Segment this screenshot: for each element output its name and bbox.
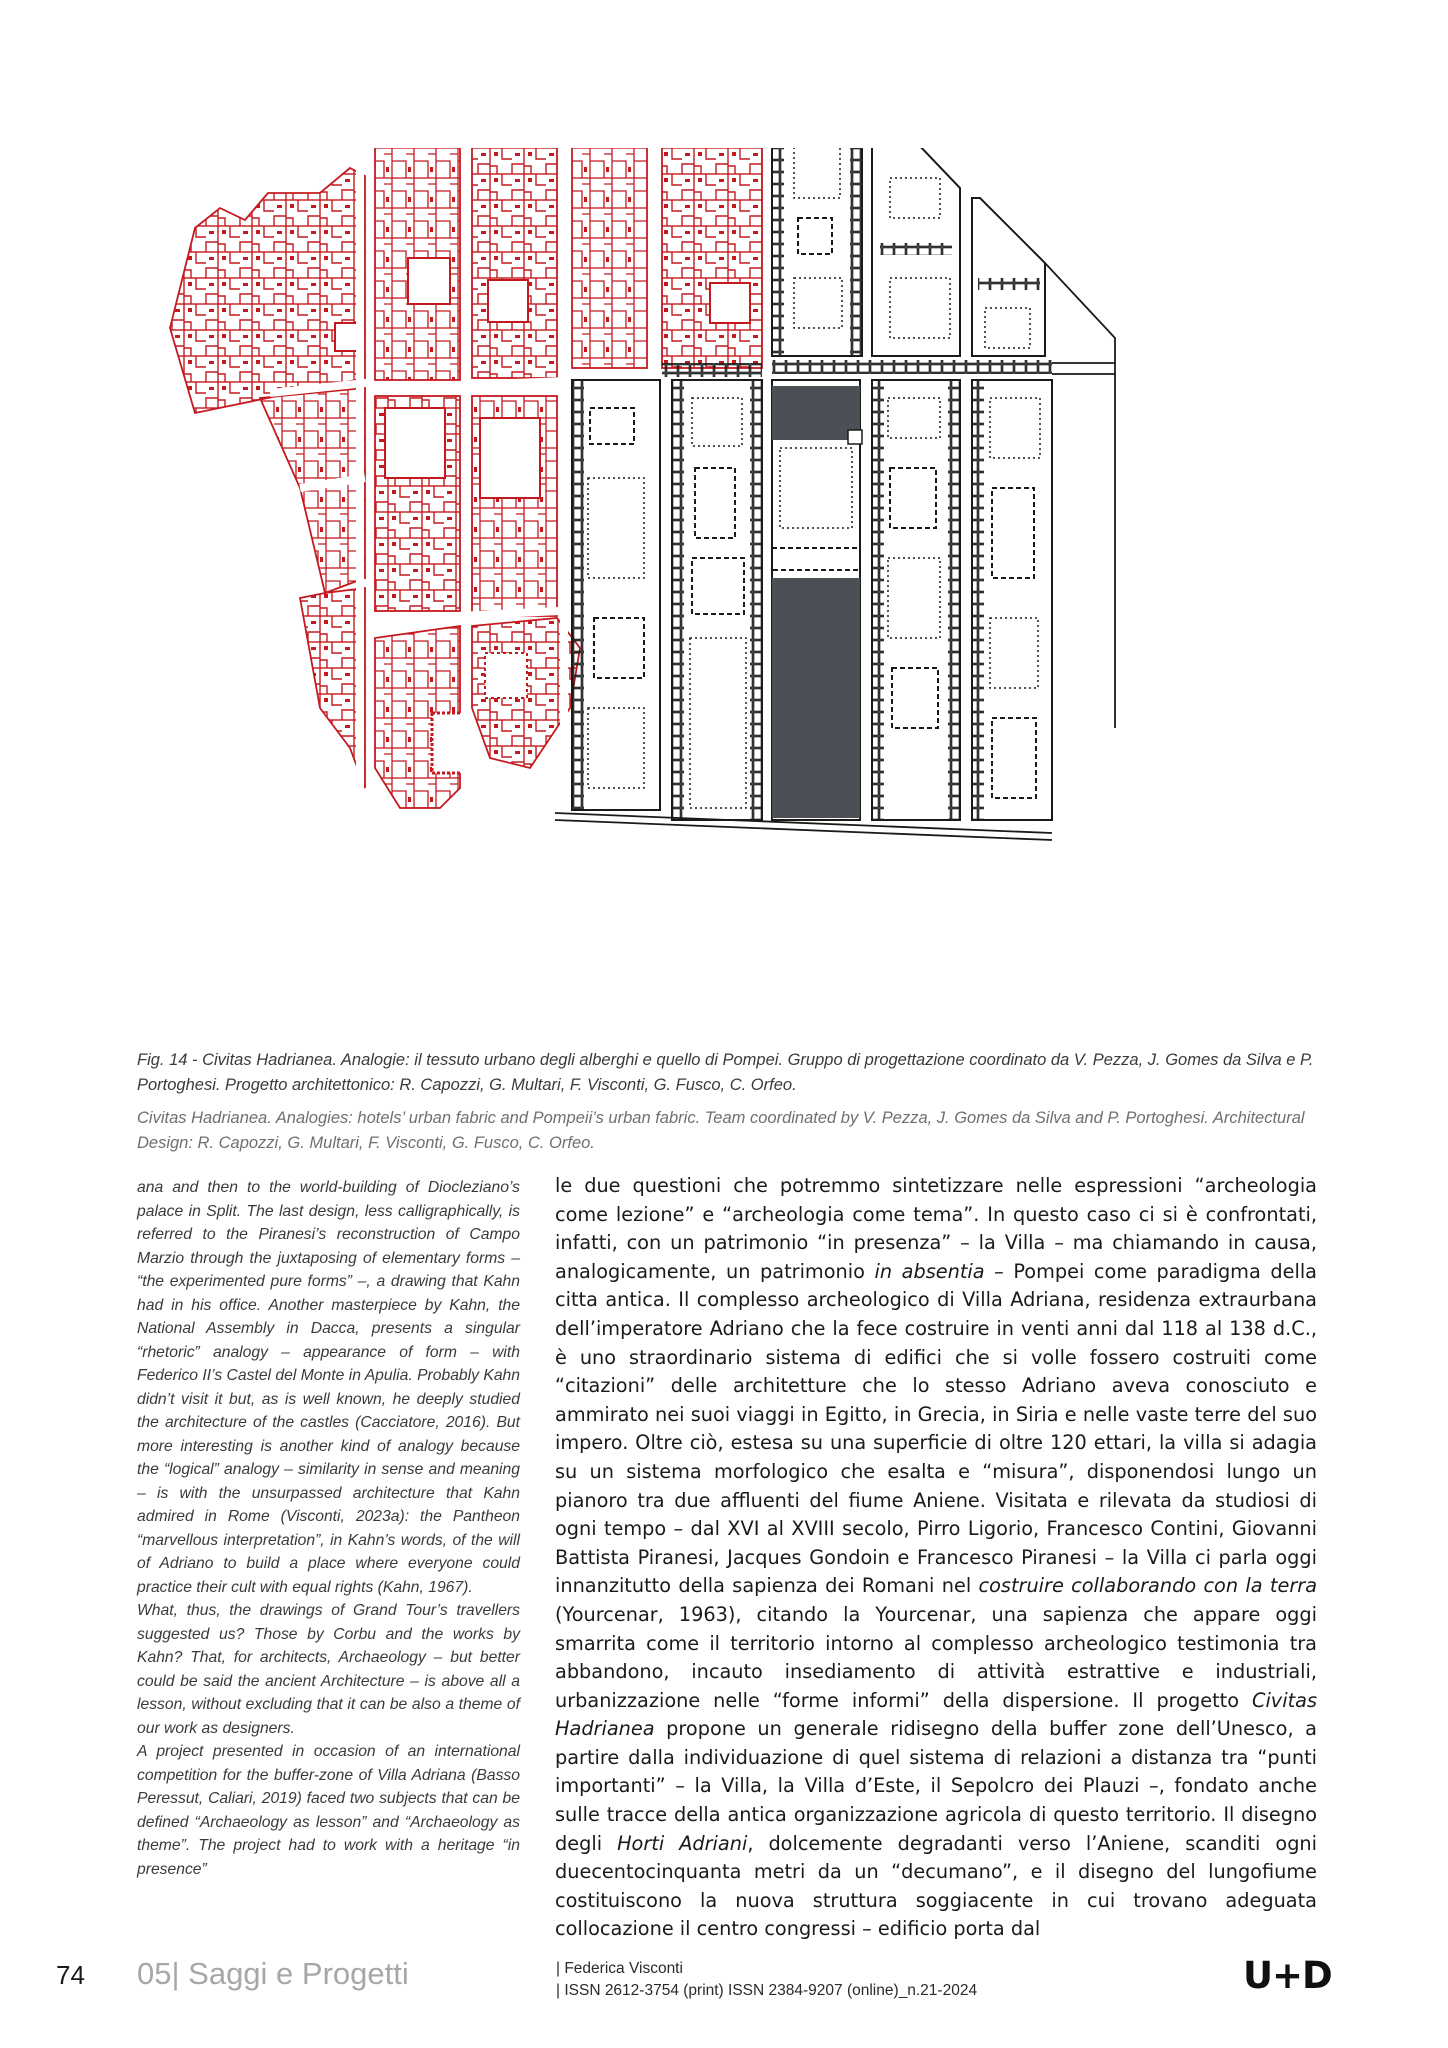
figure-caption [137, 1048, 1317, 1156]
paragraph: What, thus, the drawings of Grand Tour’s travellers suggested us? Those by Corbu and the works by Kahn? That, for architects, Archaeology – but better could be said the ancient Architecture – is above all a lesson, without excluding that it can be also a theme of our work as designers. [137, 1602, 520, 1737]
paragraph: A project presented in occasion of an international competition for the buffer-zone of Villa Adriana (Basso Peressut, Caliari, 2019) faced two subjects that can be defined “Archaeology as lesson” and “Archaeology as theme”. The project had to work with a heritage “in presence” [137, 1743, 520, 1878]
emphasis: Civitas Hadrianea [555, 1688, 1317, 1741]
urban-plan-drawing [150, 148, 1280, 1028]
paragraph: ana and then to the world-building of Diocleziano’s palace in Split. The last design, less calligraphically, is referred to the Piranesi’s reconstruction of Campo Marzio through the juxtaposing of elementary forms – “the experimented pure forms” –, a drawing that Kahn had in his office. Another masterpiece by Kahn, the National Assembly in Dacca, presents a singular “rhetoric” analogy – appearance of form – with Federico II’s Castel del Monte in Apulia. Probably Kahn didn’t visit it but, as is well known, he deeply studied the architecture of the castles (Cacciatore, 2016). But more interesting is another kind of analogy because the “logical” analogy – similarity in sense and meaning – is with the unsurpassed architecture that Kahn admired in Rome (Visconti, 2023a): the Pantheon “marvellous interpretation”, in Kahn’s words, of the will of Adriano to build a place where everyone could practice their cult with equal rights (Kahn, 1967). [137, 1179, 520, 1596]
emphasis: Horti Adriani [617, 1831, 748, 1855]
journal-logo: U+D [1243, 1954, 1332, 1997]
emphasis: costruire collaborando con la terra [978, 1574, 1318, 1598]
page-footer [0, 1954, 1448, 2020]
paragraph [555, 1172, 1317, 1944]
caption-english: Civitas Hadrianea. Analogies: hotels’ urban fabric and Pompeii’s urban fabric. Team coordinated by V. Pezza, J. Gomes da Silva and P. Portoghesi. Architectural Design: R. Capozzi, G. Multari, F. Visconti, G. Fusco, C. Orfeo. [137, 1109, 1305, 1152]
page-number: 74 [56, 1960, 85, 1990]
text-run: , dolcemente degradanti verso l’Aniene, scanditi ogni duecentocinquanta metri da un “decumano”, e il disegno del lungofiume costituiscono la nuova struttura soggiacente in cui trovano adeguata collocazione il centro congressi – edificio porta dal [555, 1831, 1318, 1941]
urban-plan-figure [150, 148, 1280, 1028]
section-title: 05| Saggi e Progetti [137, 1956, 409, 1991]
issn: | ISSN 2612-3754 (print) ISSN 2384-9207 (online)_n.21-2024 [556, 1982, 978, 1999]
text-run: (Yourcenar, 1963), citando la Yourcenar, una sapienza che appare oggi smarrita come il territorio intorno al complesso archeologico testimonia tra abbandono, incauto insediamento di attività estrattive e industriali, urbanizzazione nelle “forme informi” della dispersione. Il progetto [555, 1602, 1317, 1712]
text-run: le due questioni che potremmo sintetizzare nelle espressioni “archeologia come lezione” e “archeologia come tema”. In questo caso ci si è confrontati, infatti, con un patrimonio “in presenza” – la Villa – ma chiamando in causa, analogicamente, un patrimonio [555, 1174, 1317, 1283]
italian-text-column [555, 1172, 1317, 1944]
emphasis: in absentia [874, 1259, 985, 1283]
author: | Federica Visconti [556, 1960, 683, 1977]
text-run: propone un generale ridisegno della buffer zone dell’Unesco, a partire dalla individuazione di quel sistema di relazioni a distanza tra “punti importanti” – la Villa, la Villa d’Este, il Sepolcro dei Plauzi –, fondato anche sulle tracce della antica organizzazione agricola di questo territorio. Il disegno degli [555, 1717, 1317, 1855]
publication-info [556, 1958, 977, 2002]
caption-italian: Fig. 14 - Civitas Hadrianea. Analogie: il tessuto urbano degli alberghi e quello di Pompei. Gruppo di progettazione coordinato da V. Pezza, J. Gomes da Silva e P. Portoghesi. Progetto architettonico: R. Capozzi, G. Multari, F. Visconti, G. Fusco, C. Orfeo. [137, 1051, 1314, 1094]
text-run: – Pompei come paradigma della citta antica. Il complesso archeologico di Villa Adriana, residenza extraurbana dell’imperatore Adriano che la fece costruire in venti anni dal 118 al 138 d.C., è uno straordinario sistema di edifici che si volle fossero costruiti come “citazioni” delle architetture che lo stesso Adriano aveva conosciuto e ammirato nei suoi viaggi in Egitto, in Grecia, in Siria e nelle vaste terre del suo impero. Oltre ciò, estesa su una superficie di oltre 120 ettari, la villa si adagia su un sistema morfologico che esalta e “misura”, disponendosi lungo un pianoro tra due affluenti del fiume Aniene. Visitata e rilevata da studiosi di ogni tempo – dal XVI al XVIII secolo, Pirro Ligorio, Francesco Contini, Giovanni Battista Piranesi, Jacques Gondoin e Francesco Piranesi – la Villa ci parla oggi innanzitutto della sapienza dei Romani nel [555, 1259, 1317, 1598]
english-text-column [137, 1176, 520, 1881]
